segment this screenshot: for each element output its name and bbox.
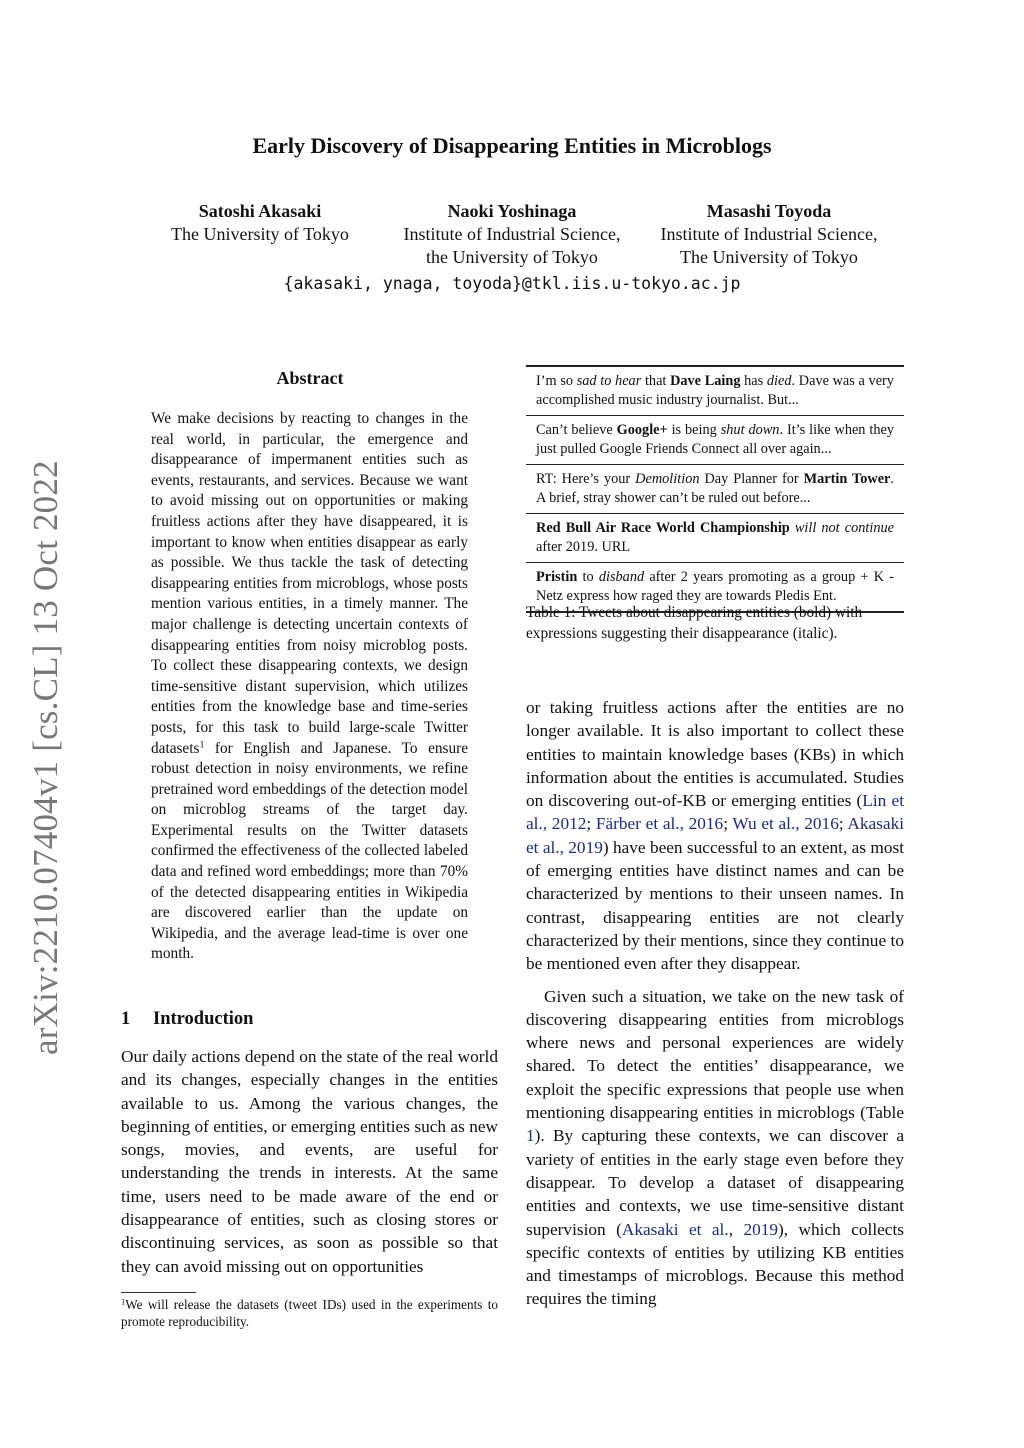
table-row: RT: Here’s your Demolition Day Planner for Martin Tower. A brief, stray shower can’t be ruled out before... bbox=[526, 464, 904, 513]
citation-link[interactable]: Lin et al., 2012 bbox=[526, 791, 904, 834]
intro-paragraph-left: Our daily actions depend on the state of the real world and its changes, especially changes in the entities available to us. Among the various changes, the beginning of entities, or emerging entities such as new songs, movies, and events, are useful for understanding the trends in interests. At the same time, users need to be made aware of the end or disappearance of entities, such as closing stores or discontinuing services, as soon as possible so that they can avoid missing out on opportunities bbox=[121, 1047, 498, 1276]
intro-paragraph-2: Given such a situation, we take on the new task of discovering disappearing entities from microblogs where news and personal experiences are widely shared. To detect the entities’ disappearance, we exploit the specific expressions that people use when mentioning disappearing entities in microblogs (Table 1). By capturing these contexts, we can discover a variety of entities in the early stage even before they disappear. To develop a dataset of disappearing entities and contexts, we use time-sensitive distant supervision (Akasaki et al., 2019), which collects specific contexts of entities by utilizing KB entities and timestamps of microblogs. Because this method requires the timing bbox=[526, 986, 904, 1309]
table-row: Pristin to disband after 2 years promoting as a group + K - Netz express how raged they are towards Pledis Ent. bbox=[526, 562, 904, 611]
citation-link[interactable]: Wu et al., 2016 bbox=[732, 814, 839, 834]
author-emails: {akasaki, ynaga, toyoda}@tkl.iis.u-tokyo.ac.jp bbox=[283, 274, 741, 293]
abstract-heading: Abstract bbox=[276, 368, 344, 388]
citation-link[interactable]: Akasaki et al. bbox=[621, 1219, 729, 1239]
author-affiliation-line2: The University of Tokyo bbox=[680, 247, 858, 267]
author-affiliation: The University of Tokyo bbox=[171, 224, 349, 244]
table-row: I’m so sad to hear that Dave Laing has died. Dave was a very accomplished music industry journalist. But... bbox=[536, 373, 894, 408]
table-1 bbox=[526, 365, 904, 613]
author-name: Masashi Toyoda bbox=[706, 201, 832, 221]
author-3 bbox=[640, 200, 898, 269]
paper-title: Early Discovery of Disappearing Entities in Microblogs bbox=[252, 133, 772, 158]
footnote-marker: 1 bbox=[199, 739, 205, 751]
section-number: 1 bbox=[121, 1009, 131, 1029]
footnote-rule bbox=[121, 1292, 196, 1293]
author-1 bbox=[140, 200, 380, 246]
abstract-text: We make decisions by reacting to changes in the real world, in particular, the emergence and disappearance of impermanent entities such as events, restaurants, and services. Because we want to avoid missing out on opportunities or making fruitless actions after they have disappeared, it is important to know when entities disappear as early as possible. We thus tackle the task of detecting disappearing entities from microblogs, whose posts mention various entities, in a timely manner. The major challenge is detecting uncertain contexts of disappearing entities from noisy microblog posts. To collect these disappearing contexts, we design time-sensitive distant supervision, which utilizes entities from the knowledge base and time-series posts, for this task to build large-scale Twitter datasets bbox=[151, 410, 468, 757]
author-name: Naoki Yoshinaga bbox=[447, 201, 577, 221]
citation-link[interactable]: Akasaki et al., 2019 bbox=[526, 814, 905, 857]
author-name: Satoshi Akasaki bbox=[198, 201, 322, 221]
section-title: Introduction bbox=[153, 1009, 254, 1029]
abstract-text-continued: for English and Japanese. To ensure robust detection in noisy environments, we refine pretrained word embeddings of the detection model on microblog streams of the target day. Experimental results on the Twitter datasets confirmed the effectiveness of the collected labeled data and refined word embeddings; more than 70% of the detected disappearing entities in Wikipedia are discovered earlier than the update on Wikipedia, and the average lead-time is over one month. bbox=[151, 739, 468, 963]
section-heading-introduction bbox=[121, 1007, 253, 1031]
citation-year-link[interactable]: 2019 bbox=[743, 1219, 779, 1239]
intro-right-column bbox=[526, 696, 904, 1311]
table-reference-link[interactable]: 1 bbox=[526, 1126, 535, 1146]
arxiv-identifier: arXiv:2210.07404v1 [cs.CL] 13 Oct 2022 bbox=[26, 460, 65, 1055]
citation-link[interactable]: Färber et al., 2016 bbox=[595, 814, 724, 834]
footnote-number: 1 bbox=[121, 1296, 126, 1307]
footnote-text: We will release the datasets (tweet IDs) used in the experiments to promote reproducibility. bbox=[121, 1297, 498, 1329]
abstract-body bbox=[151, 409, 468, 965]
table-row: Red Bull Air Race World Championship will not continue after 2019. URL bbox=[526, 513, 904, 562]
author-affiliation-line2: the University of Tokyo bbox=[426, 247, 598, 267]
table-caption: Table 1: Tweets about disappearing entities (bold) with expressions suggesting their disappearance (italic). bbox=[526, 604, 863, 642]
author-affiliation: Institute of Industrial Science, bbox=[660, 224, 878, 244]
author-affiliation: Institute of Industrial Science, bbox=[403, 224, 621, 244]
author-2 bbox=[382, 200, 642, 269]
intro-paragraph-1: or taking fruitless actions after the entities are no longer available. It is also important to collect these entities to maintain knowledge bases (KBs) in which information about the entities is accumulated. Studies on discovering out-of-KB or emerging entities (Lin et al., 2012; Färber et al., 2016; Wu et al., 2016; Akasaki et al., 2019) have been successful to an extent, as most of emerging entities have distinct names and can be characterized by mentions to their unseen names. In contrast, disappearing entities are not clearly characterized by their mentions, since they continue to be mentioned even after they disappear. bbox=[526, 698, 905, 974]
footnote bbox=[121, 1296, 498, 1330]
table-row: Can’t believe Google+ is being shut down. It’s like when they just pulled Google Friends Connect all over again... bbox=[526, 415, 904, 464]
